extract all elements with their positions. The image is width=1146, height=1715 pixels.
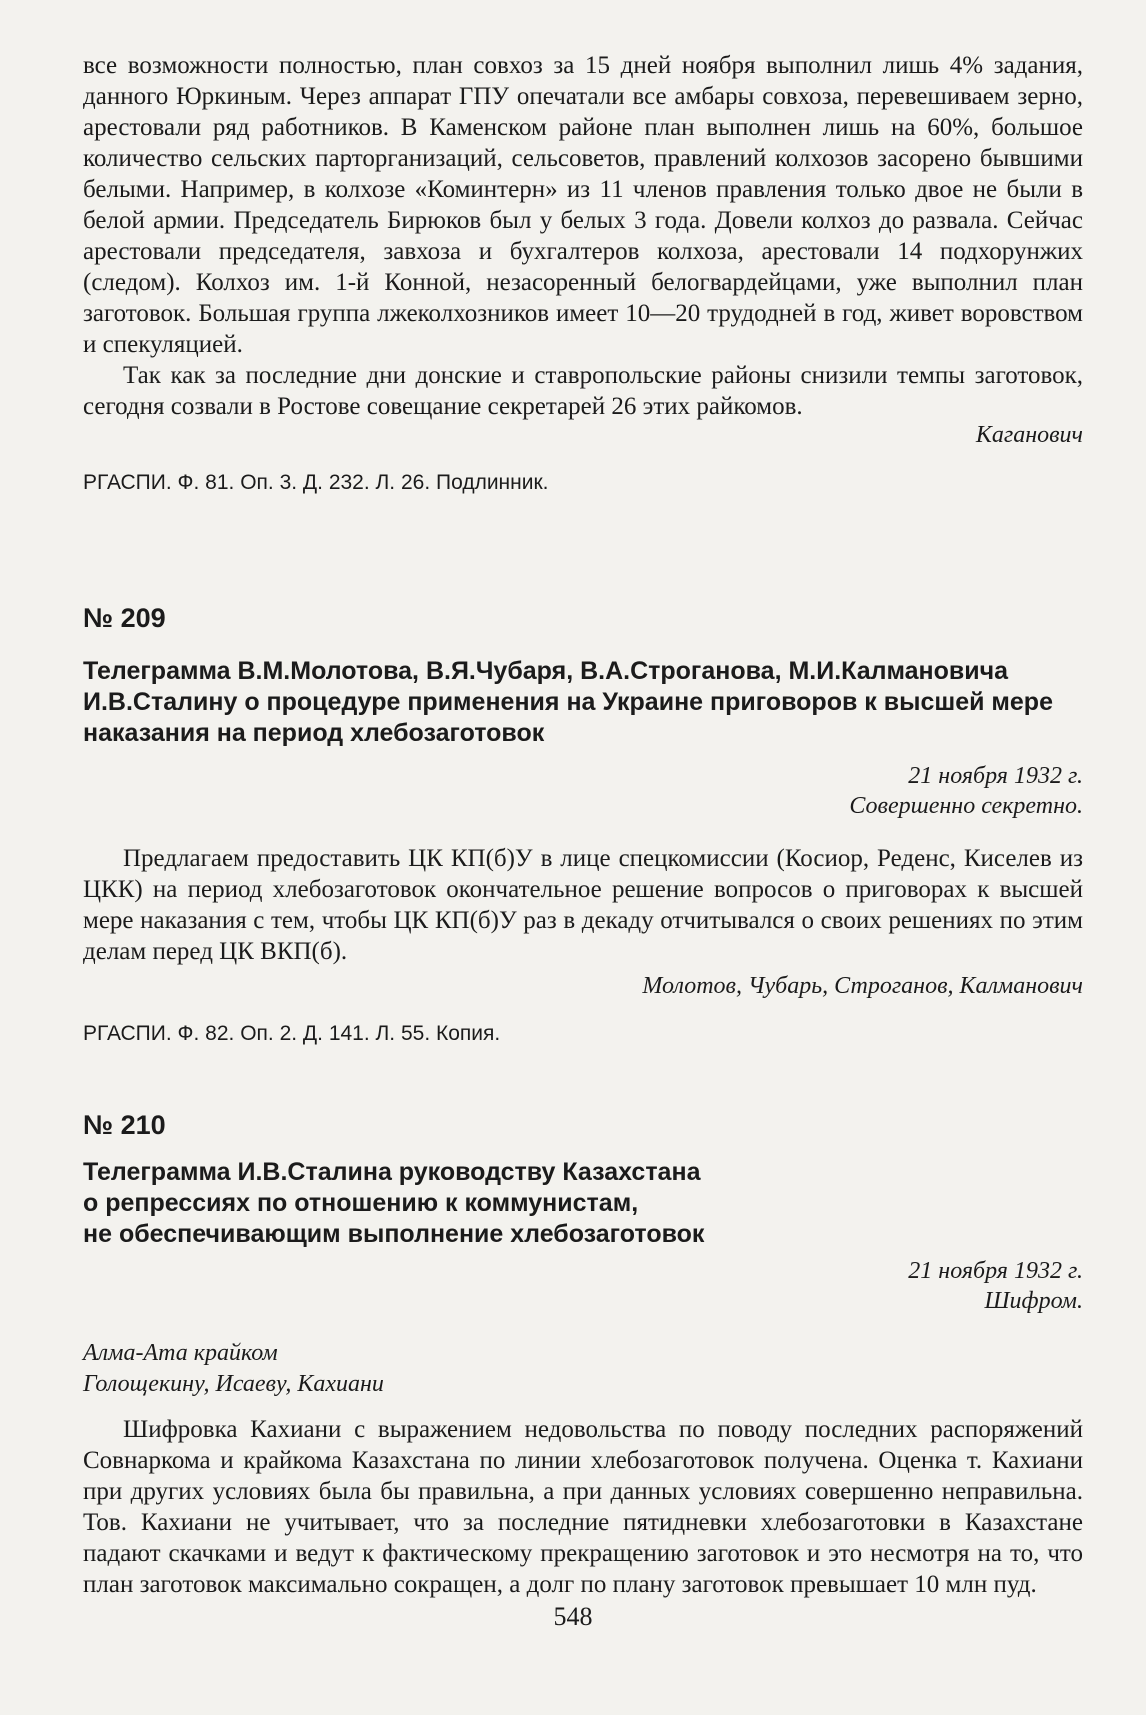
addressee-line-1: Алма-Ата крайком [83,1340,278,1366]
doc-title-210-line: Телеграмма И.В.Сталина руководству Казахстана [83,1158,701,1186]
doc-number-209: № 209 [83,603,166,633]
document-209 [83,603,1083,1046]
doc-date-209: 21 ноября 1932 г. [908,763,1083,789]
document-210 [83,1110,1083,1600]
archive-source-1: РГАСПИ. Ф. 81. Оп. 3. Д. 232. Л. 26. Подлинник. [83,471,549,494]
doc-title-210-line: о репрессиях по отношению к коммунистам, [83,1189,639,1217]
doc-title-209: Телеграмма В.М.Молотова, В.Я.Чубаря, В.А.Строганова, М.И.Калмановича И.В.Сталину о процедуре применения на Украине приговоров к высшей мере наказания на период хлебозаготовок [83,657,1053,747]
archive-source-209: РГАСПИ. Ф. 82. Оп. 2. Д. 141. Л. 55. Копия. [83,1022,501,1045]
doc-classification-210: Шифром. [984,1288,1083,1314]
doc-date-210: 21 ноября 1932 г. [908,1258,1083,1284]
signature-kaganovich: Каганович [975,422,1083,448]
doc-signature-209: Молотов, Чубарь, Строганов, Калманович [642,973,1083,999]
doc-body-210: Шифровка Кахиани с выражением недовольства по поводу последних распоряжений Совнаркома и крайкома Казахстана по линии хлебозаготовок получена. Оценка т. Кахиани при других условиях была бы правильна, а при данных условиях совершенно неправильна. Тов. Кахиани не учитывает, что за последние пятидневки хлебозаготовки в Казахстане падают скачками и ведут к фактическому прекращению заготовок и это несмотря на то, что план заготовок максимально сокращен, а долг по плану заготовок превышает 10 млн пуд. [83,1416,1083,1598]
doc-number-210: № 210 [83,1110,166,1140]
doc-title-210-line: не обеспечивающим выполнение хлебозаготовок [83,1220,705,1248]
continued-section [83,50,1083,495]
page-number: 548 [553,1602,593,1631]
top-paragraph: все возможности полностью, план совхоз за 15 дней ноября выполнил лишь 4% задания, данного Юркиным. Через аппарат ГПУ опечатали все амбары совхоза, перевешиваем зерно, арестовали ряд работников. В Каменском районе план выполнен лишь на 60%, большое количество сельских парторганизаций, сельсоветов, правлений колхозов засорено бывшими белыми. Например, в колхозе «Коминтерн» из 11 членов правления только двое не были в белой армии. Председатель Бирюков был у белых 3 года. Довели колхоз до развала. Сейчас арестовали председателя, завхоза и бухгалтеров колхоза, арестовали 14 подхорунжих (следом). Колхоз им. 1-й Конной, незасоренный белогвардейцами, уже выполнил план заготовок. Большая группа лжеколхозников имеет 10—20 трудодней в год, живет воровством и спекуляцией. [83,52,1083,358]
doc-classification-209: Совершенно секретно. [849,793,1083,819]
doc-title-210 [83,1157,1083,1250]
addressee-line-2: Голощекину, Исаеву, Кахиани [83,1371,384,1397]
second-paragraph: Так как за последние дни донские и ставропольские районы снизили темпы заготовок, сегодня созвали в Ростове совещание секретарей 26 этих райкомов. [83,362,1083,420]
doc-body-209: Предлагаем предоставить ЦК КП(б)У в лице спецкомиссии (Косиор, Реденс, Киселев из ЦКК) на период хлебозаготовок окончательное решение вопросов о приговорах к высшей мере наказания с тем, чтобы ЦК КП(б)У раз в декаду отчитывался о своих решениях по этим делам перед ЦК ВКП(б). [83,845,1083,965]
